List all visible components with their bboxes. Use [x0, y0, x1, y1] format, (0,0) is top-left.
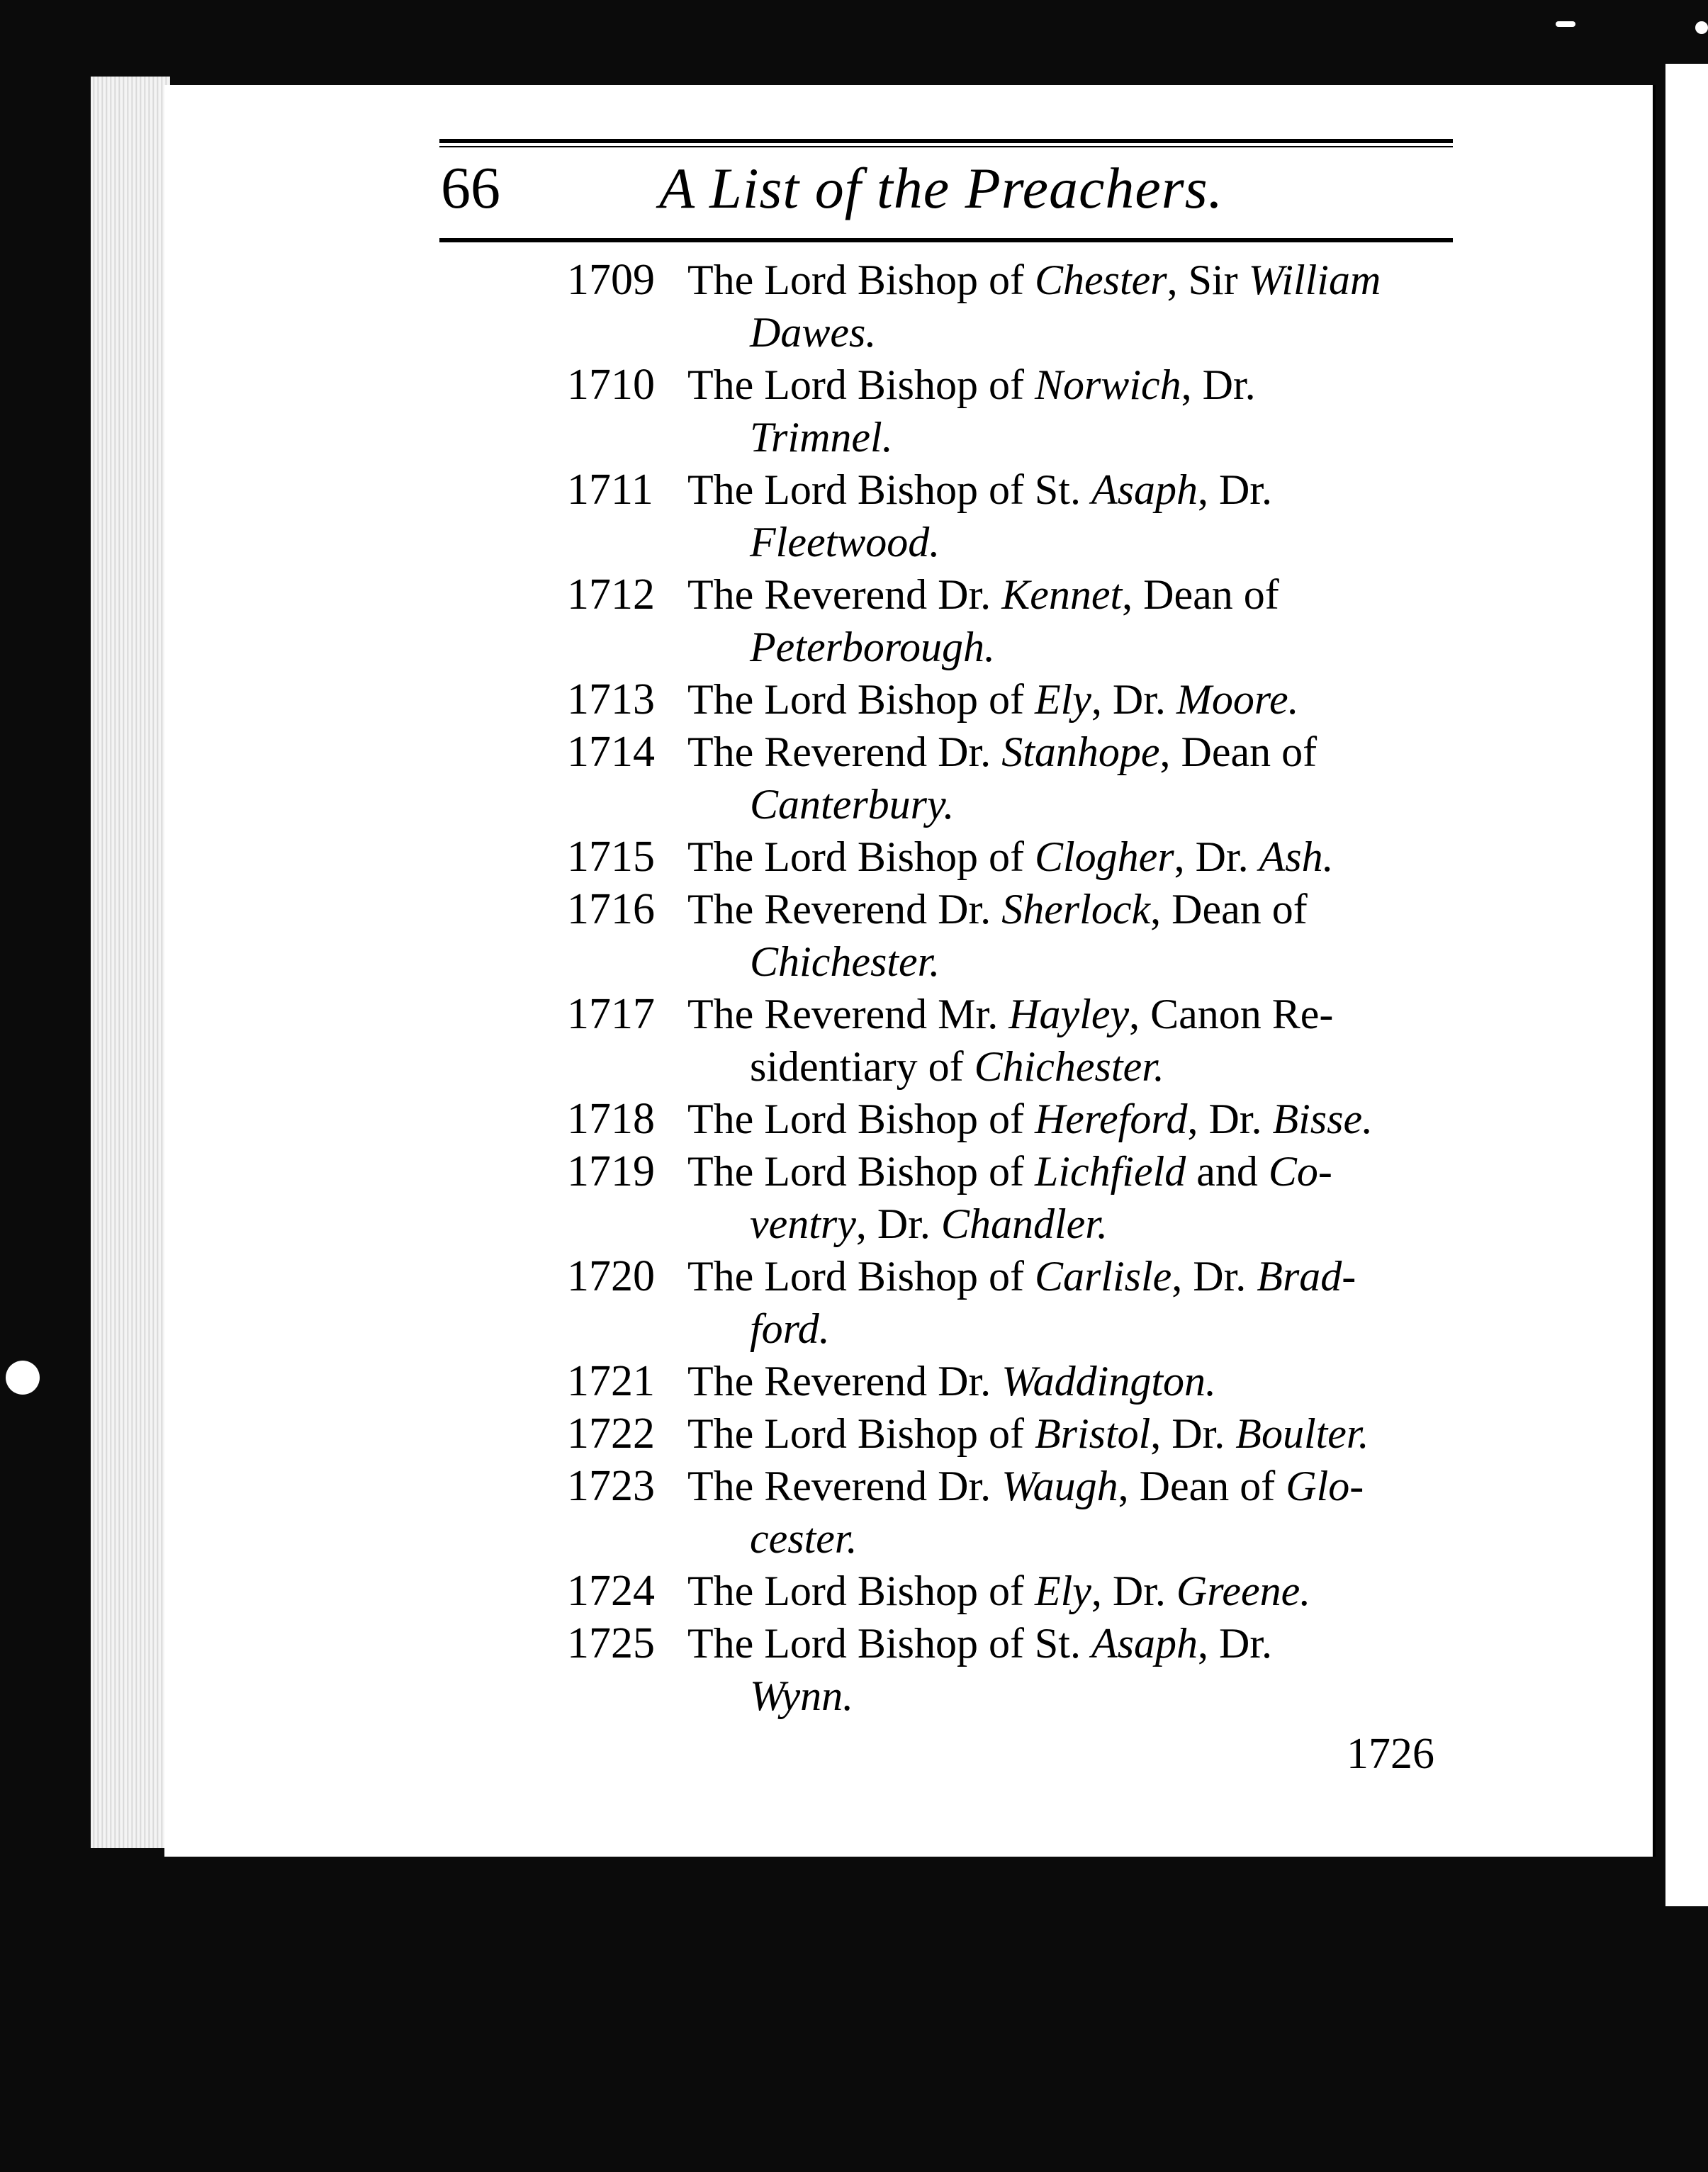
entry-year: 1713	[567, 675, 655, 724]
entry-year: 1720	[567, 1252, 655, 1300]
entry-year: 1715	[567, 833, 655, 881]
list-item	[567, 673, 1453, 726]
entry-year: 1718	[567, 1095, 655, 1143]
list-item	[567, 568, 1453, 673]
preacher-list	[567, 254, 1453, 1722]
entry-year: 1723	[567, 1462, 655, 1510]
list-item	[567, 1565, 1453, 1617]
entry-year: 1710	[567, 361, 655, 409]
entry-text: The Lord Bishop of Chester, Sir William	[687, 257, 1381, 303]
entry-text: The Lord Bishop of Bristol, Dr. Boulter.	[687, 1410, 1369, 1457]
running-head: A List of the Preachers.	[659, 156, 1224, 220]
scan-speck	[1695, 21, 1708, 34]
entry-year: 1719	[567, 1147, 655, 1195]
list-item	[567, 883, 1453, 988]
entry-year: 1712	[567, 570, 655, 619]
entry-text: The Reverend Mr. Hayley, Canon Re-	[687, 991, 1334, 1037]
list-item	[567, 254, 1453, 359]
entry-text: The Reverend Dr. Sherlock, Dean of	[687, 886, 1308, 933]
header-rule-bottom	[439, 238, 1453, 242]
entry-text: The Reverend Dr. Waugh, Dean of Glo-	[687, 1463, 1364, 1509]
entry-text: The Reverend Dr. Waddington.	[687, 1358, 1216, 1405]
entry-text: The Lord Bishop of Carlisle, Dr. Brad-	[687, 1253, 1356, 1300]
list-item	[567, 831, 1453, 883]
entry-year: 1714	[567, 728, 655, 776]
entry-continuation: sidentiary of Chichester.	[750, 1043, 1164, 1090]
entry-text: The Lord Bishop of St. Asaph, Dr.	[687, 1620, 1272, 1667]
list-item	[567, 1407, 1453, 1460]
entry-year: 1722	[567, 1409, 655, 1458]
list-item	[567, 988, 1453, 1093]
entry-year: 1709	[567, 256, 655, 304]
entry-year: 1725	[567, 1619, 655, 1667]
entry-continuation: Dawes.	[750, 309, 877, 356]
list-item	[567, 726, 1453, 831]
list-item	[567, 1145, 1453, 1250]
entry-text: The Lord Bishop of Lichfield and Co-	[687, 1148, 1332, 1195]
catchword: 1726	[1347, 1730, 1434, 1778]
scan-speck	[1556, 21, 1575, 27]
entry-text: The Reverend Dr. Stanhope, Dean of	[687, 728, 1317, 775]
header-rule-top	[439, 139, 1453, 143]
list-item	[567, 1250, 1453, 1355]
list-item	[567, 359, 1453, 463]
entry-continuation: Peterborough.	[750, 624, 996, 670]
entry-year: 1711	[567, 466, 653, 514]
entry-year: 1716	[567, 885, 655, 933]
list-item	[567, 1617, 1453, 1722]
entry-continuation: ventry, Dr. Chandler.	[750, 1200, 1108, 1247]
entry-text: The Reverend Dr. Kennet, Dean of	[687, 571, 1279, 618]
list-item	[567, 1355, 1453, 1407]
entry-year: 1717	[567, 990, 655, 1038]
entry-text: The Lord Bishop of Ely, Dr. Moore.	[687, 676, 1299, 723]
entry-text: The Lord Bishop of Norwich, Dr.	[687, 361, 1256, 408]
entry-year: 1721	[567, 1357, 655, 1405]
entry-continuation: Chichester.	[750, 938, 940, 985]
list-item	[567, 1093, 1453, 1145]
entry-text: The Lord Bishop of St. Asaph, Dr.	[687, 466, 1272, 513]
entry-continuation: Wynn.	[750, 1672, 854, 1719]
list-item	[567, 1460, 1453, 1565]
page-number: 66	[441, 155, 500, 221]
entry-continuation: cester.	[750, 1515, 858, 1562]
page-edge-stack	[91, 77, 170, 1848]
list-item	[567, 463, 1453, 568]
entry-text: The Lord Bishop of Ely, Dr. Greene.	[687, 1568, 1311, 1614]
entry-continuation: Fleetwood.	[750, 519, 940, 565]
entry-text: The Lord Bishop of Clogher, Dr. Ash.	[687, 833, 1334, 880]
entry-text: The Lord Bishop of Hereford, Dr. Bisse.	[687, 1096, 1373, 1142]
entry-continuation: ford.	[750, 1305, 830, 1352]
entry-year: 1724	[567, 1567, 655, 1615]
entry-continuation: Canterbury.	[750, 781, 955, 828]
facing-page-edge	[1665, 64, 1708, 1906]
entry-continuation: Trimnel.	[750, 414, 893, 461]
scan-speck	[6, 1361, 40, 1395]
